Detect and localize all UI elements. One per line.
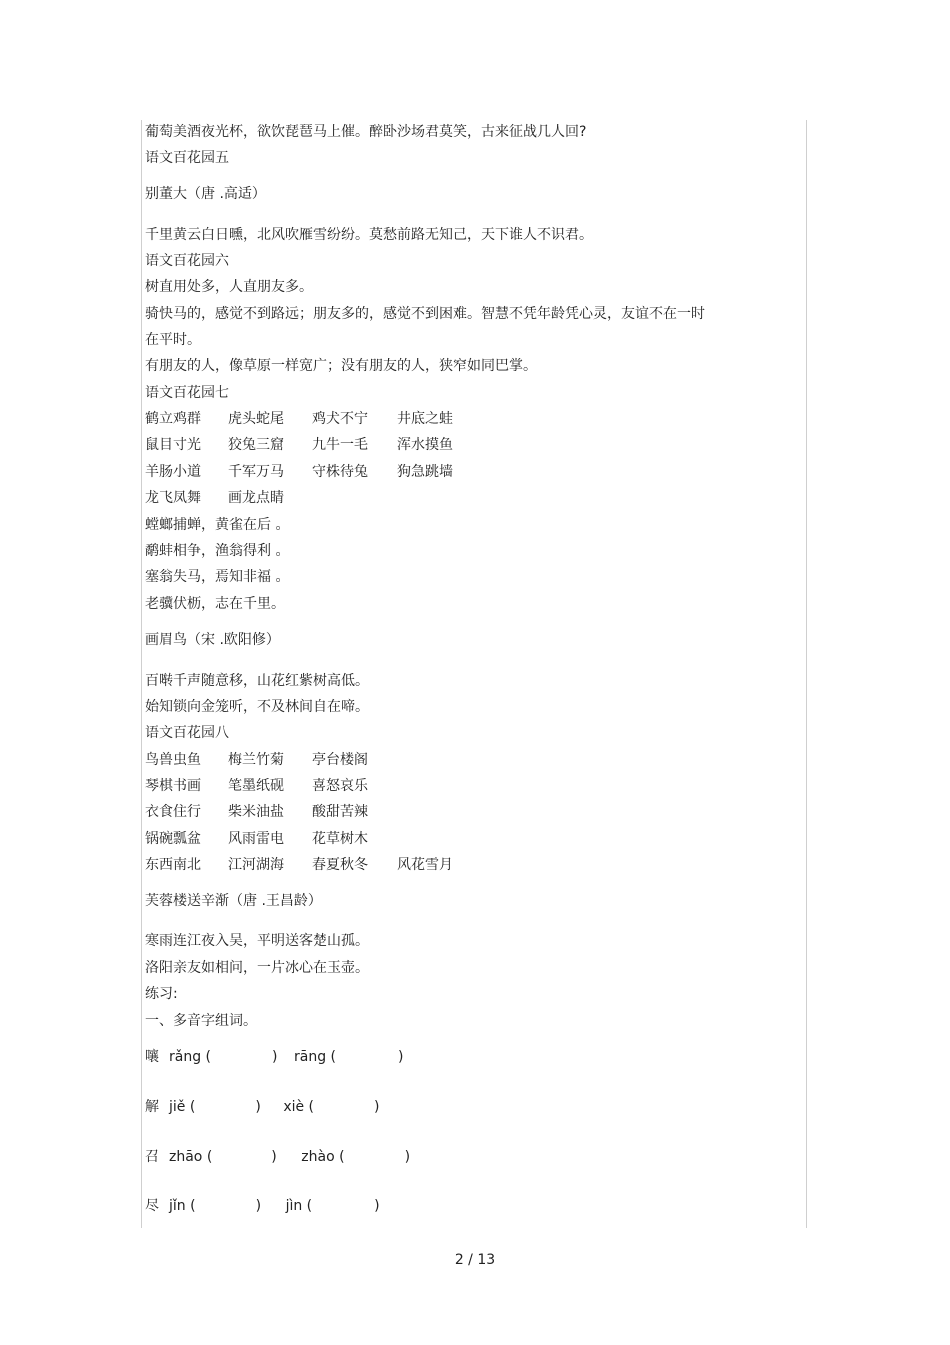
idiom: 狗急跳墙 (397, 464, 453, 480)
pinyin-blank-2: jìn ( (285, 1198, 313, 1214)
idiom: 鹤立鸡群 (145, 411, 201, 427)
section-heading-6: 语文百花园六 (145, 253, 229, 269)
exercise-heading: 练习: (145, 986, 178, 1002)
idiom: 狡兔三窟 (228, 437, 284, 453)
idiom: 花草树木 (312, 831, 368, 847)
blank-close: ) (255, 1099, 261, 1115)
poem-line: 百啭千声随意移，山花红紫树高低。 (145, 673, 369, 689)
idiom: 喜怒哀乐 (312, 778, 368, 794)
idiom-row (145, 830, 368, 848)
idiom: 九牛一毛 (312, 437, 368, 453)
poem-line: 始知锁向金笼听，不及林间自在啼。 (145, 699, 369, 715)
poem-line: 葡萄美酒夜光杯，欲饮琵琶马上催。醉卧沙场君莫笑，古来征战几人回? (145, 124, 587, 140)
poem-line: 洛阳亲友如相问，一片冰心在玉壶。 (145, 960, 369, 976)
idiom: 风雨雷电 (228, 831, 284, 847)
pinyin-blank-1: jiě ( (169, 1099, 196, 1115)
right-margin-line (806, 120, 807, 1228)
idiom: 亭台楼阁 (312, 752, 368, 768)
xiehouyu-line: 鹬蚌相争，渔翁得利 。 (145, 543, 290, 559)
idiom: 江河湖海 (228, 857, 284, 873)
xiehouyu-line: 塞翁失马，焉知非福 。 (145, 569, 290, 585)
idiom-row (145, 777, 368, 795)
idiom-row (145, 803, 368, 821)
section-heading-7: 语文百花园七 (145, 385, 229, 401)
blank-close: ) (374, 1099, 380, 1115)
idiom: 浑水摸鱼 (397, 437, 453, 453)
idiom: 春夏秋冬 (312, 857, 368, 873)
idiom: 龙飞凤舞 (145, 490, 201, 506)
polyphone-char: 尽 (145, 1198, 159, 1214)
saying-line: 有朋友的人，像草原一样宽广；没有朋友的人，狭窄如同巴掌。 (145, 358, 537, 374)
polyphone-item (145, 1098, 379, 1116)
pinyin-blank-2: rāng ( (294, 1049, 337, 1065)
idiom-row (145, 463, 453, 481)
saying-line: 树直用处多，人直朋友多。 (145, 279, 313, 295)
saying-line: 在平时。 (145, 332, 201, 348)
idiom: 琴棋书画 (145, 778, 201, 794)
idiom-row (145, 410, 453, 428)
left-margin-line (141, 120, 142, 1228)
idiom-row (145, 489, 284, 507)
pinyin-blank-1: zhāo ( (169, 1149, 213, 1165)
polyphone-char: 嚷 (145, 1049, 159, 1065)
polyphone-char: 召 (145, 1149, 159, 1165)
section-heading-8: 语文百花园八 (145, 725, 229, 741)
pinyin-blank-1: jǐn ( (169, 1198, 196, 1214)
idiom: 梅兰竹菊 (228, 752, 284, 768)
idiom: 鸡犬不宁 (312, 411, 368, 427)
blank-close: ) (398, 1049, 404, 1065)
section-heading-5: 语文百花园五 (145, 150, 229, 166)
poem-title-furong-lou: 芙蓉楼送辛渐（唐 .王昌龄） (145, 893, 322, 909)
idiom: 井底之蛙 (397, 411, 453, 427)
blank-close: ) (271, 1149, 277, 1165)
poem-title-hua-mei-niao: 画眉鸟（宋 .欧阳修） (145, 632, 280, 648)
idiom: 鼠目寸光 (145, 437, 201, 453)
poem-line: 千里黄云白日曛，北风吹雁雪纷纷。莫愁前路无知己，天下谁人不识君。 (145, 227, 593, 243)
idiom: 千军万马 (228, 464, 284, 480)
poem-line: 寒雨连江夜入吴，平明送客楚山孤。 (145, 933, 369, 949)
idiom: 柴米油盐 (228, 804, 284, 820)
exercise-question-1: 一、多音字组词。 (145, 1013, 257, 1029)
idiom-row (145, 751, 368, 769)
idiom: 虎头蛇尾 (228, 411, 284, 427)
polyphone-item (145, 1148, 410, 1166)
idiom: 风花雪月 (397, 857, 453, 873)
blank-close: ) (272, 1049, 278, 1065)
xiehouyu-line: 螳螂捕蝉，黄雀在后 。 (145, 517, 290, 533)
polyphone-char: 解 (145, 1099, 159, 1115)
idiom: 笔墨纸砚 (228, 778, 284, 794)
blank-close: ) (404, 1149, 411, 1165)
idiom: 守株待兔 (312, 464, 368, 480)
page-number: 2 / 13 (454, 1252, 496, 1268)
idiom: 锅碗瓢盆 (145, 831, 201, 847)
blank-close: ) (255, 1198, 262, 1214)
blank-close: ) (374, 1198, 380, 1214)
pinyin-blank-2: xiè ( (283, 1099, 315, 1115)
idiom-row (145, 856, 453, 874)
idiom: 羊肠小道 (145, 464, 201, 480)
polyphone-item (145, 1197, 380, 1215)
idiom: 东西南北 (145, 857, 201, 873)
poem-title-bie-dong-da: 别董大（唐 .高适） (145, 186, 266, 202)
polyphone-item (145, 1048, 404, 1066)
idiom: 衣食住行 (145, 804, 201, 820)
idiom-row (145, 436, 453, 454)
idiom: 酸甜苦辣 (312, 804, 368, 820)
idiom: 鸟兽虫鱼 (145, 752, 201, 768)
saying-line: 骑快马的，感觉不到路远；朋友多的，感觉不到困难。智慧不凭年龄凭心灵，友谊不在一时 (145, 306, 705, 322)
pinyin-blank-2: zhào ( (301, 1149, 345, 1165)
idiom: 画龙点睛 (228, 490, 284, 506)
xiehouyu-line: 老骥伏枥，志在千里。 (145, 596, 285, 612)
pinyin-blank-1: rǎng ( (169, 1049, 212, 1065)
